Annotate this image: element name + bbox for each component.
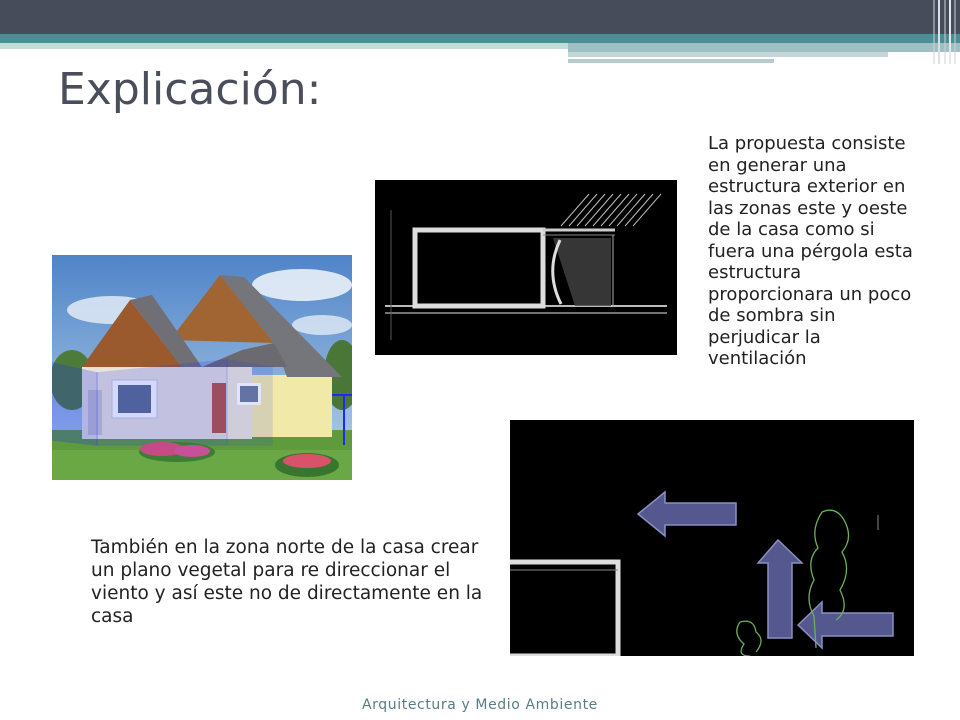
header-corner-decoration [930, 0, 960, 64]
pergola-section-drawing [375, 180, 677, 355]
footer-text: Arquitectura y Medio Ambiente [362, 697, 598, 713]
header-strip [568, 43, 960, 52]
header-teal-band [0, 34, 960, 43]
header-strip [568, 59, 774, 63]
wind-diagram [510, 420, 914, 656]
proposal-text: La propuesta consiste en generar una estructura exterior en las zonas este y oeste de la casa como si fuera una pérgola esta estructura proporcionara un poco de sombra sin perjudicar la ventilación [708, 133, 913, 369]
house-photo [52, 255, 352, 480]
slide-title: Explicación: [58, 64, 322, 115]
header-dark-bar [0, 0, 960, 34]
header-strip [0, 43, 568, 49]
vegetal-plane-text: También en la zona norte de la casa crear un plano vegetal para re direccionar el viento y así este no de directamente en la casa [91, 537, 483, 627]
header-strip [568, 52, 888, 57]
